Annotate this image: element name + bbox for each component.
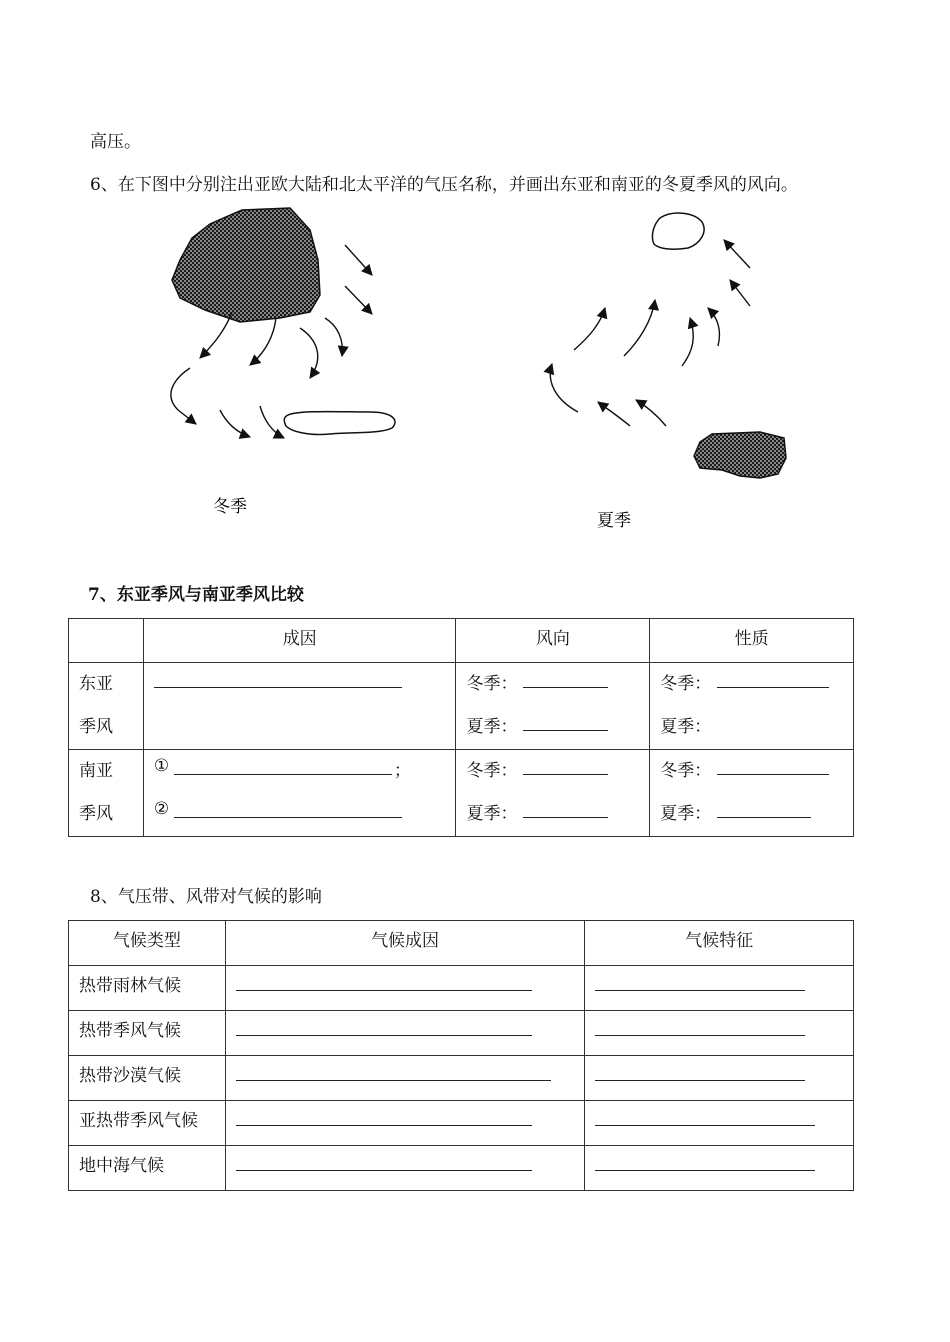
- climate-table: [68, 920, 854, 1191]
- blank-line: [174, 774, 392, 775]
- blank-line: [236, 990, 532, 991]
- cause-cell[interactable]: [143, 663, 456, 750]
- winter-ocean-shape: [284, 412, 395, 435]
- cause-cell[interactable]: [225, 966, 585, 1011]
- blank-line: [236, 1035, 532, 1036]
- blank-line: [717, 774, 829, 775]
- summer-label: 夏季: [597, 511, 631, 531]
- dir-winter-label: 冬季：: [466, 674, 518, 694]
- summer-ocean-shape: [694, 432, 786, 478]
- top-text: 高压。: [90, 132, 141, 152]
- row-name-cell: [69, 750, 144, 837]
- cause-cell[interactable]: [225, 1056, 585, 1101]
- monsoon-comparison-table: [68, 618, 854, 837]
- blank-line: [523, 817, 608, 818]
- header-direction: 风向: [456, 619, 650, 663]
- row-name-line2: 季风: [79, 804, 113, 824]
- blank-line: [595, 1080, 805, 1081]
- climate-name: 地中海气候: [69, 1146, 226, 1191]
- table-row: [69, 966, 854, 1011]
- feature-cell[interactable]: [585, 1101, 854, 1146]
- table-row: [69, 1146, 854, 1191]
- blank-line: [154, 687, 402, 688]
- blank-line: [523, 730, 608, 731]
- blank-line: [595, 1125, 815, 1126]
- cause-cell[interactable]: [143, 750, 456, 837]
- climate-name: 热带季风气候: [69, 1011, 226, 1056]
- feature-cell[interactable]: [585, 1146, 854, 1191]
- property-cell[interactable]: [650, 663, 854, 750]
- question-7-title: 7、东亚季风与南亚季风比较: [88, 585, 304, 605]
- header-cause: 成因: [143, 619, 456, 663]
- cause-marker-2: ②: [153, 799, 170, 819]
- table-row: [69, 663, 854, 750]
- cause-end-punct: ；: [393, 761, 411, 781]
- blank-line: [174, 817, 402, 818]
- property-cell[interactable]: [650, 750, 854, 837]
- row-name-line2: 季风: [79, 717, 113, 737]
- climate-name: 热带沙漠气候: [69, 1056, 226, 1101]
- dir-summer-label: 夏季：: [466, 804, 518, 824]
- table-row: [69, 1101, 854, 1146]
- blank-line: [717, 687, 829, 688]
- header-climate-cause: 气候成因: [225, 921, 585, 966]
- blank-line: [236, 1170, 532, 1171]
- blank-line: [236, 1080, 551, 1081]
- cause-cell[interactable]: [225, 1011, 585, 1056]
- prop-summer-label: 夏季：: [660, 717, 712, 737]
- blank-line: [595, 1035, 805, 1036]
- feature-cell[interactable]: [585, 1056, 854, 1101]
- monsoon-diagram: [0, 200, 950, 540]
- dir-summer-label: 夏季：: [466, 717, 518, 737]
- header-property: 性质: [650, 619, 854, 663]
- feature-cell[interactable]: [585, 1011, 854, 1056]
- blank-line: [523, 774, 608, 775]
- row-name-line1: 东亚: [79, 674, 113, 694]
- direction-cell[interactable]: [456, 750, 650, 837]
- blank-line: [595, 1170, 815, 1171]
- climate-name: 亚热带季风气候: [69, 1101, 226, 1146]
- table-header-row: [69, 619, 854, 663]
- cause-marker-1: ①: [153, 756, 170, 776]
- header-climate-type: 气候类型: [69, 921, 226, 966]
- table-row: [69, 1011, 854, 1056]
- prop-winter-label: 冬季：: [660, 674, 712, 694]
- blank-line: [236, 1125, 532, 1126]
- header-climate-feature: 气候特征: [585, 921, 854, 966]
- header-empty-cell: [69, 619, 144, 663]
- direction-cell[interactable]: [456, 663, 650, 750]
- cause-cell[interactable]: [225, 1146, 585, 1191]
- winter-continent-shape: [172, 208, 320, 322]
- row-name-cell: [69, 663, 144, 750]
- prop-winter-label: 冬季：: [660, 761, 712, 781]
- question-6: 6、在下图中分别注出亚欧大陆和北太平洋的气压名称，并画出东亚和南亚的冬夏季风的风向。: [90, 175, 798, 195]
- summer-continent-shape: [652, 213, 704, 249]
- summer-arrows: [550, 240, 750, 426]
- climate-name: 热带雨林气候: [69, 966, 226, 1011]
- dir-winter-label: 冬季：: [466, 761, 518, 781]
- question-8-title: 8、气压带、风带对气候的影响: [90, 887, 322, 907]
- row-name-line1: 南亚: [79, 761, 113, 781]
- blank-line: [523, 687, 608, 688]
- winter-label: 冬季: [213, 497, 247, 517]
- table-row: [69, 750, 854, 837]
- feature-cell[interactable]: [585, 966, 854, 1011]
- table-row: [69, 1056, 854, 1101]
- prop-summer-label: 夏季：: [660, 804, 712, 824]
- blank-line: [595, 990, 805, 991]
- cause-cell[interactable]: [225, 1101, 585, 1146]
- table-header-row: [69, 921, 854, 966]
- blank-line: [717, 817, 811, 818]
